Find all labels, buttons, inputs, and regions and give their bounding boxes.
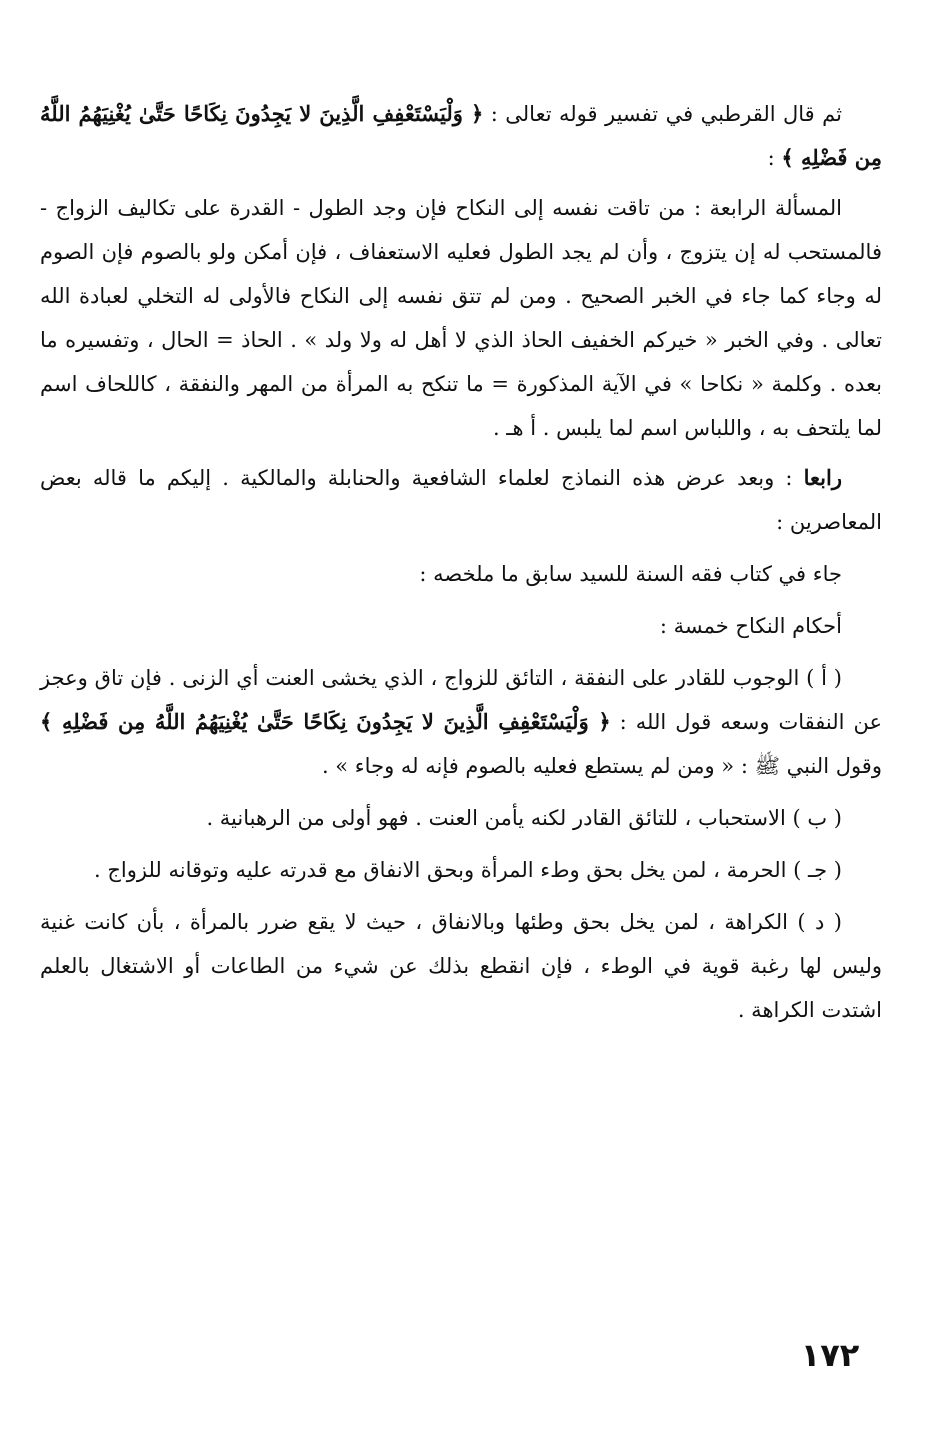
paragraph-qurtubi-intro	[40, 92, 882, 180]
paragraph-fourthly	[40, 456, 882, 544]
quran-verse-2: ﴿ وَلْيَسْتَعْفِفِ الَّذِينَ لا يَجِدُونَ نِكَاحًا حَتَّىٰ يُغْنِيَهُمُ اللَّهُ مِن فَضْلِهِ ﴾	[40, 709, 611, 734]
paragraph-rulings-title	[40, 604, 882, 648]
fourthly-lead: رابعا	[803, 465, 842, 490]
fourth-issue-text: المسألة الرابعة : من تاقت نفسه إلى النكاح فإن وجد الطول - القدرة على تكاليف الزواج - فالمستحب له إن يتزوج ، وأن لم يجد الطول فعليه الاستعفاف ، فإن أمكن ولو بالصوم فإن الصوم له وجاء كما جاء في الخبر الصحيح . ومن لم تتق نفسه إلى النكاح فالأولى له التخلي لعبادة الله تعالى . وفي الخبر « خيركم الخفيف الحاذ الذي لا أهل له ولا ولد » . الحاذ = الحال ، وتفسيره ما بعده . وكلمة « نكاحا » في الآية المذكورة = ما تنكح به المرأة من المهر والنفقة ، كاللحاف اسم لما يلتحف به ، واللباس اسم لما يلبس . أ هـ .	[40, 196, 882, 440]
rulings-title-text: أحكام النكاح خمسة :	[659, 614, 842, 638]
page-body	[40, 92, 882, 1392]
ruling-a-hadith: وقول النبي ﷺ : « ومن لم يستطع فعليه بالصوم فإنه له وجاء » .	[321, 754, 882, 778]
fiqh-sunnah-text: جاء في كتاب فقه السنة للسيد سابق ما ملخصه :	[419, 562, 842, 586]
paragraph-ruling-b	[40, 796, 882, 840]
ruling-c-text: ( جـ ) الحرمة ، لمن يخل بحق وطء المرأة وبحق الانفاق مع قدرته عليه وتوقانه للزواج .	[94, 858, 842, 882]
paragraph-fiqh-sunnah	[40, 552, 882, 596]
intro-text: ثم قال القرطبي في تفسير قوله تعالى :	[483, 102, 842, 126]
fourthly-text: : وبعد عرض هذه النماذج لعلماء الشافعية والحنابلة والمالكية . إليكم ما قاله بعض المعاصرين :	[40, 466, 882, 534]
page-number: ١٧٢	[800, 1336, 860, 1374]
intro-colon: :	[767, 146, 782, 170]
ruling-a-text: ( أ ) الوجوب للقادر على النفقة ، التائق للزواج ، الذي يخشى العنت أي الزنى . فإن تاق وعجز عن النفقات وسعه قول الله :	[40, 666, 882, 734]
ruling-d-text: ( د ) الكراهة ، لمن يخل بحق وطئها وبالانفاق ، حيث لا يقع ضرر بالمرأة ، بأن كانت غنية وليس لها رغبة قوية في الوطء ، فإن انقطع بذلك عن شيء من الطاعات أو الاشتغال بالعلم اشتدت الكراهة .	[40, 910, 882, 1022]
ruling-b-text: ( ب ) الاستحباب ، للتائق القادر لكنه يأمن العنت . فهو أولى من الرهبانية .	[206, 806, 842, 830]
paragraph-ruling-d	[40, 900, 882, 1032]
quran-verse: ﴿ وَلْيَسْتَعْفِفِ الَّذِينَ لا يَجِدُونَ نِكَاحًا حَتَّىٰ يُغْنِيَهُمُ اللَّهُ مِن فَضْلِهِ ﴾	[40, 101, 882, 170]
paragraph-ruling-c	[40, 848, 882, 892]
paragraph-ruling-a	[40, 656, 882, 788]
paragraph-fourth-issue	[40, 186, 882, 450]
